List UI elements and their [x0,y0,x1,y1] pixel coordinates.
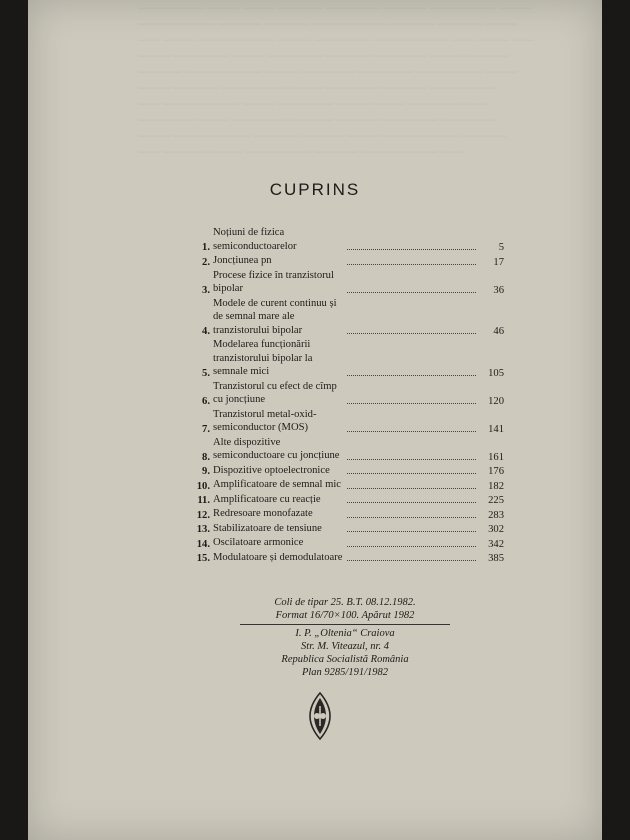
toc-title: Oscilatoare armonice [213,537,304,548]
toc-title: Redresoare monofazate [213,508,313,519]
toc-entry [194,536,504,550]
toc-title: Amplificatoare cu reacție [213,493,321,505]
toc-entry [194,297,504,338]
toc-entry [194,507,504,521]
toc-number: 8. [202,451,210,463]
toc-title: Joncțiunea pn [213,255,272,266]
leader-dots [347,292,477,293]
toc-page: 161 [488,451,504,463]
toc-number: 13. [196,524,210,535]
toc-number: 9. [202,466,210,477]
leader-dots [347,333,477,334]
toc-page: 176 [488,466,504,477]
toc-entry [194,269,504,296]
toc-number: 5. [202,367,210,379]
leader-dots [347,459,477,460]
toc-page: 141 [488,423,504,435]
toc-number: 4. [202,326,210,337]
toc-entry [194,522,504,536]
leader-dots [347,264,477,265]
toc-number: 14. [196,538,210,550]
toc-page: 225 [488,495,504,506]
divider [240,624,450,625]
toc-title: Modele de curent continuu și de semnal mare ale tranzistorului bipolar [213,297,337,336]
toc-title: Tranzistorul metal-oxid-semiconductor (MOS) [213,408,317,433]
toc-number: 1. [202,242,210,253]
toc-number: 11. [197,495,210,506]
toc-page: 182 [488,480,504,492]
toc-title: Noțiuni de fizica semiconductoarelor [213,227,297,252]
toc-number: 15. [196,553,210,564]
toc-number: 2. [202,256,210,268]
toc-title: Dispozitive optoelectronice [213,464,330,476]
leader-dots [347,249,477,250]
toc-entry [194,380,504,407]
toc-number: 7. [202,423,210,435]
table-of-contents [194,226,504,565]
publisher-logo-icon [308,692,332,740]
colophon-line: Republica Socialistă România [281,654,409,665]
leader-dots [347,517,477,518]
toc-title: Tranzistorul cu efect de cîmp cu joncțiune [213,380,337,405]
toc-page: 36 [493,284,504,296]
toc-entry [194,408,504,435]
leader-dots [347,546,477,547]
toc-entry [194,478,504,492]
toc-page: 302 [488,524,504,535]
colophon-line: Coli de tipar 25. B.T. 08.12.1982. [274,597,416,608]
toc-entry [194,436,504,463]
colophon-line: Plan 9285/191/1982 [301,667,389,678]
leader-dots [347,431,477,432]
toc-entry [194,226,504,253]
toc-page: 120 [488,395,504,407]
bleed-through-text: —————— ——— ——— ———— ————— ———— —————— ——— ——————— ———— ———— ——————— ———— ———— ——— —— ——— ——————— ——— ————— ——————— —— ——— —— ——— ————— ——— ————— ———— ————— ——— ———— ———— ——————— ——— ————— ————— —————— ——— ——— ———— —————— ——— ————— ———— —————— —— ——————— ——— ————— ——— ——— ————— —— ————— ——— ————— ———— ———— ————— ————— ——— ——————— ———— ———— ——— ——————— ———— —— ———— ——— —————— ———— ——————— —— [138,2,534,158]
toc-page: 342 [488,538,504,550]
toc-entry [194,338,504,379]
toc-number: 12. [196,509,210,521]
toc-page: 5 [498,242,504,253]
toc-page: 283 [488,509,504,521]
toc-number: 6. [202,395,210,407]
toc-page: 105 [488,367,504,379]
leader-dots [347,502,477,503]
colophon-line: I. P. „Oltenia“ Craiova [295,628,395,639]
toc-title: Modelarea funcționării tranzistorului bipolar la semnale mici [213,339,313,377]
toc-number: 3. [202,284,210,296]
toc-title: Amplificatoare de semnal mic [213,479,341,490]
leader-dots [347,473,477,474]
leader-dots [347,531,477,532]
colophon-line: Format 16/70×100. Apărut 1982 [275,610,415,621]
leader-dots [347,488,477,489]
toc-title: Modulatoare și demodulatoare [213,551,343,563]
colophon-line: Str. M. Viteazul, nr. 4 [301,641,389,652]
toc-entry [194,254,504,268]
toc-number: 10. [196,480,210,492]
page-title: CUPRINS [269,180,361,199]
leader-dots [347,375,477,376]
toc-page: 46 [493,326,504,337]
toc-page: 385 [488,553,504,564]
toc-title: Procese fizice în tranzistorul bipolar [213,269,334,294]
toc-title: Alte dispozitive semiconductoare cu joncțiune [213,436,340,461]
toc-entry [194,464,504,478]
toc-entry [194,551,504,565]
colophon [240,596,450,679]
leader-dots [347,403,477,404]
leader-dots [347,560,477,561]
toc-page: 17 [493,256,504,268]
toc-title: Stabilizatoare de tensiune [213,522,322,534]
toc-entry [194,493,504,507]
